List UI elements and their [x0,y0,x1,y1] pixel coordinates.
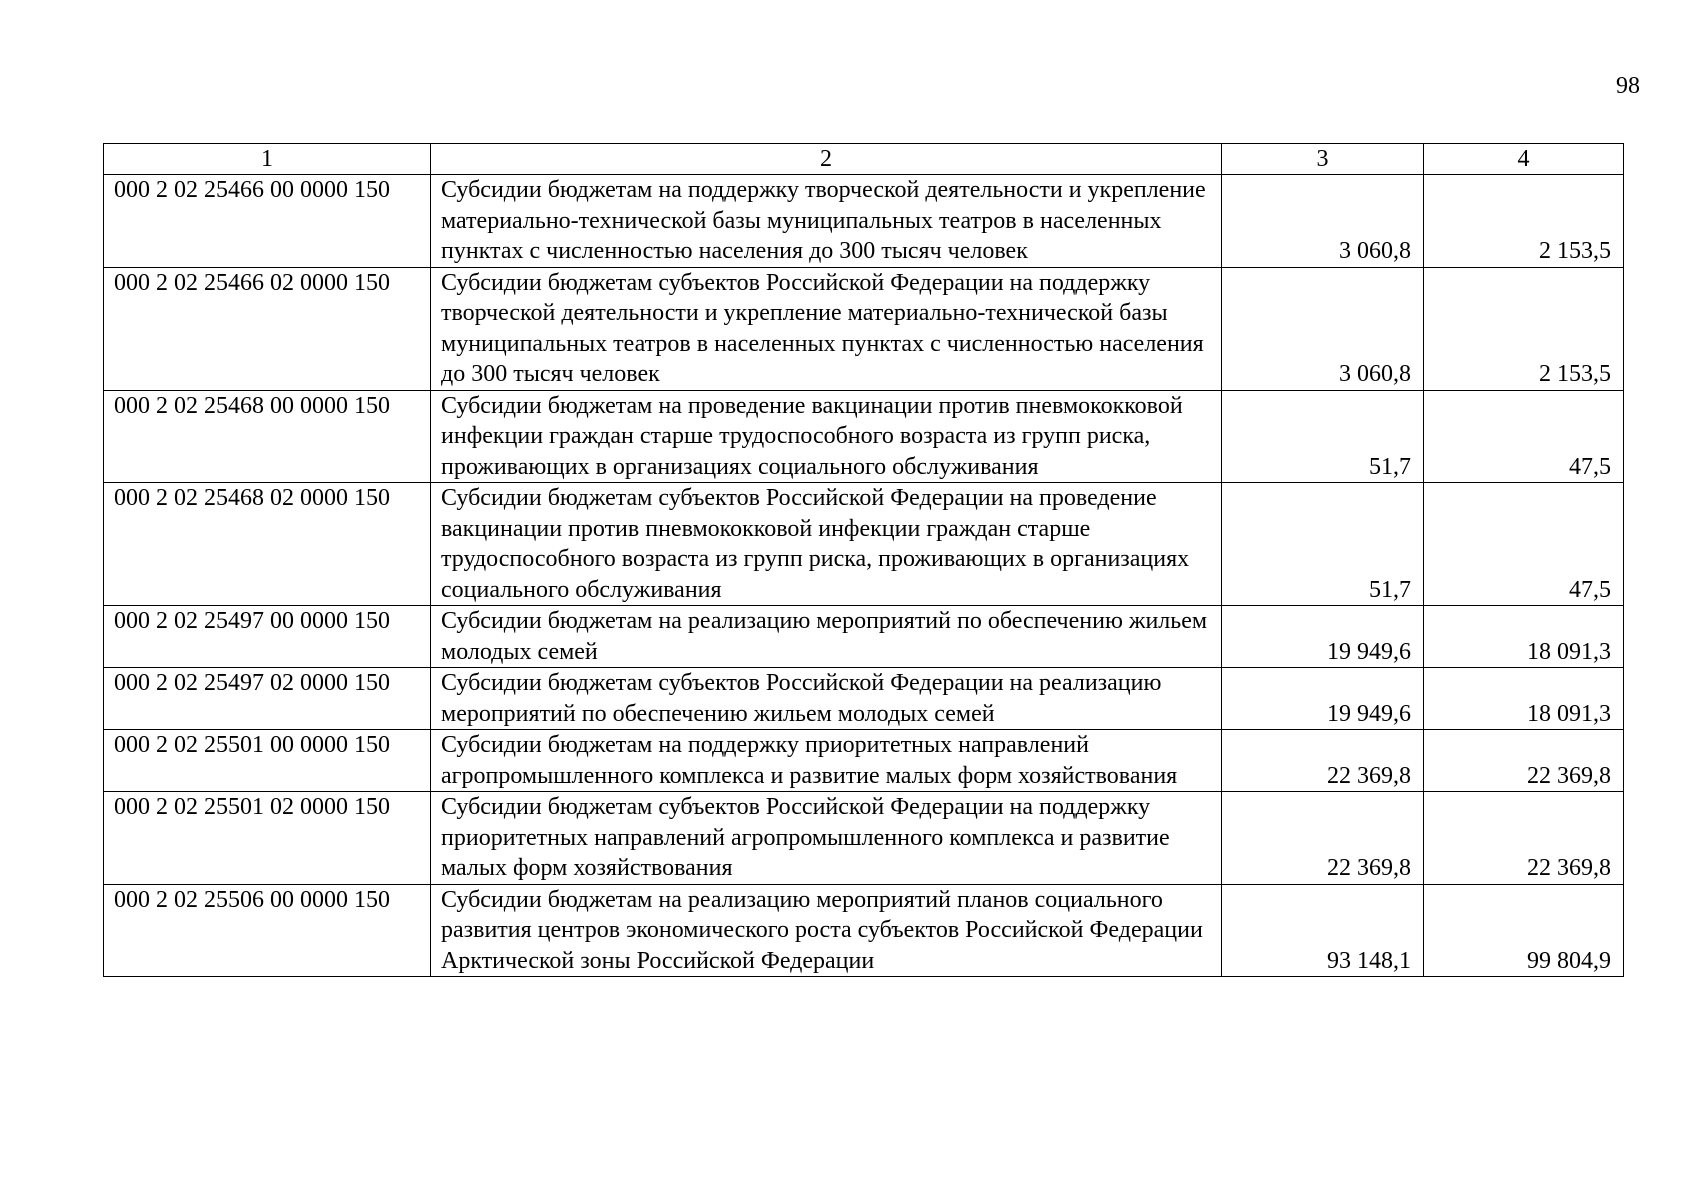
table-row [104,730,1624,792]
budget-code-cell: 000 2 02 25468 00 0000 150 [104,390,431,483]
value-column-4-cell: 2 153,5 [1424,175,1624,268]
page-number: 98 [1616,73,1640,99]
column-header-3: 3 [1222,144,1424,175]
value-column-4-cell: 22 369,8 [1424,792,1624,885]
value-column-4-cell: 99 804,9 [1424,884,1624,977]
table-body [104,175,1624,977]
description-cell: Субсидии бюджетам субъектов Российской Федерации на поддержку приоритетных направлений агропромышленного комплекса и развитие малых форм хозяйствования [431,792,1222,885]
budget-code-cell: 000 2 02 25501 00 0000 150 [104,730,431,792]
budget-table [103,143,1624,977]
column-header-4: 4 [1424,144,1624,175]
description-cell: Субсидии бюджетам на реализацию мероприятий по обеспечению жильем молодых семей [431,606,1222,668]
table-row [104,606,1624,668]
table-row [104,267,1624,390]
description-cell: Субсидии бюджетам на проведение вакцинации против пневмококковой инфекции граждан старше трудоспособного возраста из групп риска, проживающих в организациях социального обслуживания [431,390,1222,483]
value-column-4-cell: 18 091,3 [1424,668,1624,730]
budget-code-cell: 000 2 02 25497 00 0000 150 [104,606,431,668]
value-column-3-cell: 19 949,6 [1222,668,1424,730]
value-column-3-cell: 3 060,8 [1222,175,1424,268]
table-row [104,668,1624,730]
value-column-3-cell: 51,7 [1222,390,1424,483]
description-cell: Субсидии бюджетам на реализацию мероприятий планов социального развития центров экономического роста субъектов Российской Федерации Арктической зоны Российской Федерации [431,884,1222,977]
description-cell: Субсидии бюджетам субъектов Российской Федерации на реализацию мероприятий по обеспечению жильем молодых семей [431,668,1222,730]
value-column-3-cell: 3 060,8 [1222,267,1424,390]
value-column-4-cell: 47,5 [1424,483,1624,606]
value-column-3-cell: 51,7 [1222,483,1424,606]
description-cell: Субсидии бюджетам на поддержку творческой деятельности и укрепление материально-технической базы муниципальных театров в населенных пунктах с численностью населения до 300 тысяч человек [431,175,1222,268]
table-header [104,144,1624,175]
table-row [104,483,1624,606]
budget-code-cell: 000 2 02 25466 02 0000 150 [104,267,431,390]
description-cell: Субсидии бюджетам субъектов Российской Федерации на поддержку творческой деятельности и укрепление материально-технической базы муниципальных театров в населенных пунктах с численностью населения до 300 тысяч человек [431,267,1222,390]
table-row [104,390,1624,483]
value-column-4-cell: 2 153,5 [1424,267,1624,390]
description-cell: Субсидии бюджетам субъектов Российской Федерации на проведение вакцинации против пневмококковой инфекции граждан старше трудоспособного возраста из групп риска, проживающих в организациях социального обслуживания [431,483,1222,606]
table-row [104,884,1624,977]
budget-code-cell: 000 2 02 25501 02 0000 150 [104,792,431,885]
column-header-1: 1 [104,144,431,175]
value-column-3-cell: 19 949,6 [1222,606,1424,668]
budget-code-cell: 000 2 02 25506 00 0000 150 [104,884,431,977]
column-header-2: 2 [431,144,1222,175]
table-row [104,175,1624,268]
value-column-4-cell: 22 369,8 [1424,730,1624,792]
description-cell: Субсидии бюджетам на поддержку приоритетных направлений агропромышленного комплекса и развитие малых форм хозяйствования [431,730,1222,792]
budget-code-cell: 000 2 02 25468 02 0000 150 [104,483,431,606]
budget-code-cell: 000 2 02 25497 02 0000 150 [104,668,431,730]
value-column-3-cell: 22 369,8 [1222,792,1424,885]
value-column-4-cell: 47,5 [1424,390,1624,483]
budget-code-cell: 000 2 02 25466 00 0000 150 [104,175,431,268]
value-column-3-cell: 93 148,1 [1222,884,1424,977]
table-row [104,792,1624,885]
value-column-3-cell: 22 369,8 [1222,730,1424,792]
value-column-4-cell: 18 091,3 [1424,606,1624,668]
header-row [104,144,1624,175]
